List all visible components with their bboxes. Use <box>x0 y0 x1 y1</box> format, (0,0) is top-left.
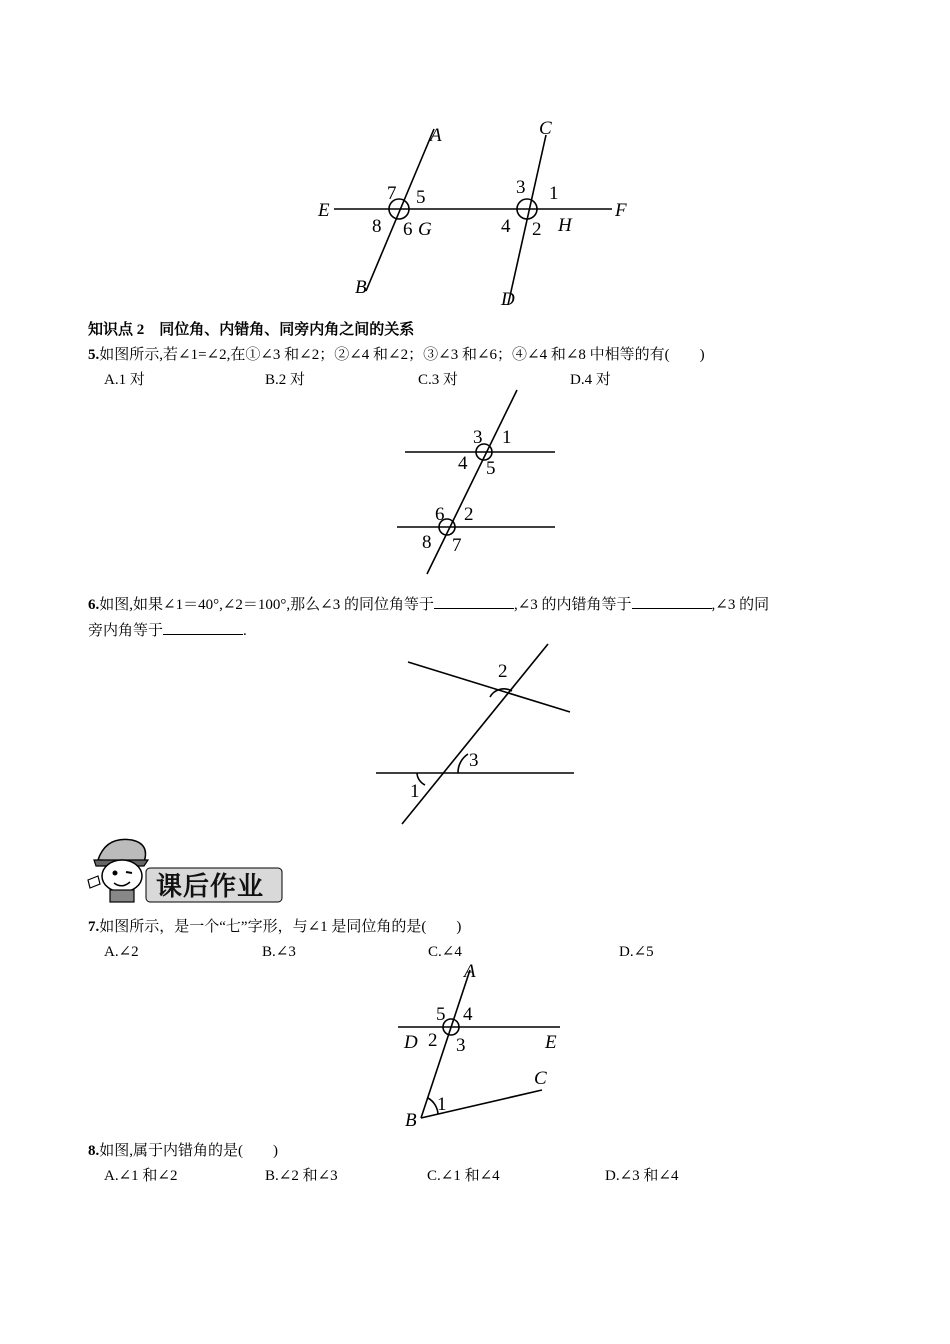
angle-label-1: 1 <box>437 1094 447 1115</box>
question-6-line-2 <box>88 620 247 641</box>
option-d: D.∠3 和∠4 <box>605 1168 679 1184</box>
option-d: D.∠5 <box>619 944 654 960</box>
option-b: B.2 对 <box>265 372 306 388</box>
question-text: 如图所示,若∠1=∠2,在①∠3 和∠2；②∠4 和∠2；③∠3 和∠6；④∠4 和∠8 中相等的有( <box>99 347 670 363</box>
angle-label-5: 5 <box>486 458 496 479</box>
angle-label-3: 3 <box>456 1035 466 1056</box>
point-label-g: G <box>418 219 432 240</box>
angle-label-3: 3 <box>516 177 526 198</box>
point-label-d: D <box>404 1032 418 1053</box>
option-b: B.∠3 <box>262 944 296 960</box>
question-7 <box>88 917 461 937</box>
option-a: A.∠1 和∠2 <box>104 1168 178 1184</box>
close-paren: ) <box>456 919 462 935</box>
answer-blank-1[interactable] <box>434 594 514 609</box>
answer-blank-3[interactable] <box>163 620 243 635</box>
figure-q5 <box>395 388 565 578</box>
angle-label-1: 1 <box>502 427 512 448</box>
figure-parallel-transversals <box>310 115 650 315</box>
figure-q6 <box>372 640 582 830</box>
figure-q7 <box>390 958 575 1133</box>
point-label-e: E <box>545 1032 557 1053</box>
option-c: C.∠4 <box>428 944 462 960</box>
question-text: . <box>243 623 247 639</box>
point-label-c: C <box>534 1068 547 1089</box>
section-heading: 知识点 2 同位角、内错角、同旁内角之间的关系 <box>88 322 415 338</box>
option-a: A.1 对 <box>104 372 145 388</box>
angle-label-5: 5 <box>436 1004 446 1025</box>
homework-banner <box>86 836 284 904</box>
option-d: D.4 对 <box>570 372 611 388</box>
angle-label-5: 5 <box>416 187 426 208</box>
point-label-a: A <box>430 125 442 146</box>
angle-label-2: 2 <box>428 1030 438 1051</box>
question-text: 如图所示，是一个“七”字形，与∠1 是同位角的是( <box>99 919 427 935</box>
question-text: ,∠3 的同 <box>711 597 770 613</box>
angle-label-2: 2 <box>498 661 508 682</box>
banner-title: 课后作业 <box>156 872 265 902</box>
angle-label-4: 4 <box>458 453 468 474</box>
question-text: 如图,属于内错角的是( <box>99 1143 243 1159</box>
option-b: B.∠2 和∠3 <box>265 1168 338 1184</box>
point-label-e: E <box>318 200 330 221</box>
angle-label-6: 6 <box>435 504 445 525</box>
angle-label-8: 8 <box>422 532 432 553</box>
question-text: ,∠3 的内错角等于 <box>513 597 632 613</box>
point-label-h: H <box>558 215 572 236</box>
angle-label-1: 1 <box>410 781 420 802</box>
answer-blank-2[interactable] <box>632 594 712 609</box>
question-number: 7. <box>88 919 100 935</box>
question-8 <box>88 1141 278 1161</box>
angle-label-4: 4 <box>501 216 511 237</box>
angle-label-6: 6 <box>403 219 413 240</box>
option-c: C.3 对 <box>418 372 459 388</box>
angle-label-7: 7 <box>452 535 462 556</box>
question-number: 6. <box>88 597 100 613</box>
question-5 <box>88 345 705 365</box>
question-text: 如图,如果∠1＝40°,∠2＝100°,那么∠3 的同位角等于 <box>99 597 434 613</box>
close-paren: ) <box>699 347 705 363</box>
angle-label-3: 3 <box>469 750 479 771</box>
point-label-b: B <box>405 1110 417 1131</box>
option-c: C.∠1 和∠4 <box>427 1168 500 1184</box>
angle-label-8: 8 <box>372 216 382 237</box>
point-label-b: B <box>355 277 367 298</box>
angle-label-2: 2 <box>464 504 474 525</box>
angle-label-4: 4 <box>463 1004 473 1025</box>
point-label-d: D <box>501 289 515 310</box>
angle-label-2: 2 <box>532 219 542 240</box>
angle-label-3: 3 <box>473 427 483 448</box>
question-text: 旁内角等于 <box>88 623 164 639</box>
angle-label-7: 7 <box>387 183 397 204</box>
close-paren: ) <box>273 1143 278 1159</box>
question-number: 5. <box>88 347 100 363</box>
point-label-c: C <box>539 118 552 139</box>
point-label-a: A <box>464 961 476 982</box>
cartoon-boy-icon <box>88 839 148 902</box>
point-label-f: F <box>615 200 627 221</box>
question-number: 8. <box>88 1143 100 1159</box>
question-6-line-1 <box>88 594 769 615</box>
angle-label-1: 1 <box>549 183 559 204</box>
option-a: A.∠2 <box>104 944 139 960</box>
